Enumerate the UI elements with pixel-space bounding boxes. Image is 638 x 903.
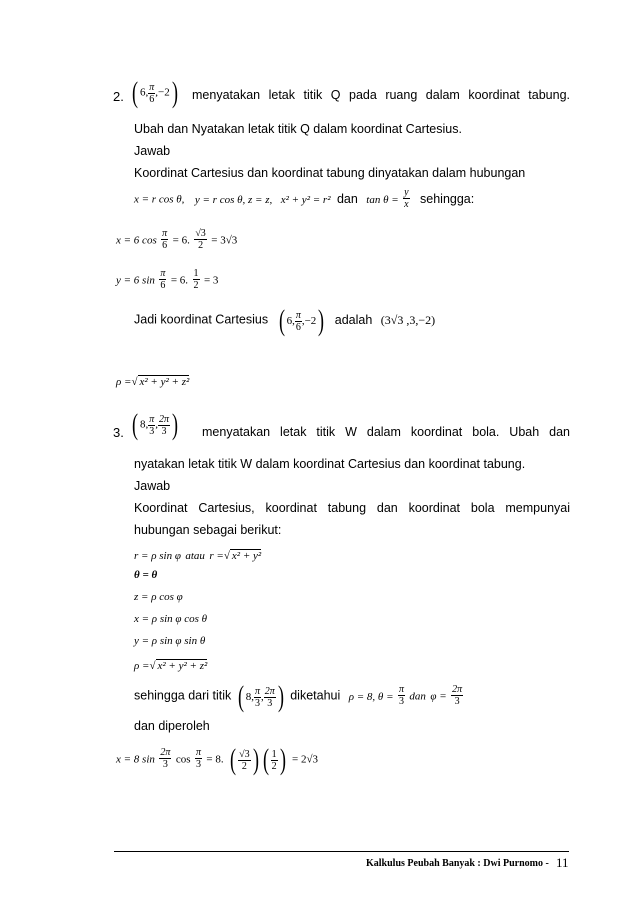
- footer-divider: [114, 851, 569, 852]
- relation-intro: Koordinat Cartesius dan koordinat tabung dinyatakan dalam hubungan: [134, 166, 526, 180]
- jawab-label-3: Jawab: [134, 479, 171, 493]
- footer-text: Kalkulus Peubah Banyak : Dwi Purnomo -: [366, 858, 549, 869]
- formula-x: x = ρ sin φ cos θ: [134, 613, 208, 625]
- problem-number-3: 3.: [113, 425, 124, 440]
- relation-formulas: x = r cos θ, y = r cos θ, z = z, x² + y² = r² dan tan θ = $\frac{y}{x}$ sehingga:: [134, 187, 475, 210]
- point-q: ( 6, $\frac{\pi}{6}$ ,−2): [132, 76, 178, 109]
- problem-number: 2.: [113, 89, 124, 104]
- calc-x: x = 6 cos $\frac{\pi}{6}$ = 6. $\frac{√3}{2}$ = 3√3: [116, 228, 238, 251]
- conclusion: Jadi koordinat Cartesius ( 6, $\frac{\pi}{6}$ ,−2) adalah (3√3 ,3,−2): [134, 304, 436, 337]
- relation-line-2: hubungan sebagai berikut:: [134, 523, 282, 537]
- instruction: Ubah dan Nyatakan letak titik Q dalam koordinat Cartesius.: [134, 122, 462, 136]
- final-calc-x: x = 8 sin $\frac{2\pi}{3}$ cos $\frac{\pi}{3}$ = 8. ( $\frac{√3}{2}$ ) ( $\frac{1}{2}$ ) = 2√3: [116, 743, 319, 776]
- rho-formula: ρ =√ x² + y² + z²: [116, 376, 190, 388]
- point-w: ( 8, $\frac{\pi}{3}$ , $\frac{2\pi}{3}$ ): [132, 408, 179, 441]
- formula-theta: θ = θ: [134, 569, 158, 581]
- problem-statement: menyatakan letak titik Q pada ruang dalam koordinat tabung.: [192, 88, 570, 102]
- formula-r: r = ρ sin φ atau r =√ x² + y²: [134, 550, 262, 562]
- diperoleh-label: dan diperoleh: [134, 719, 210, 733]
- formula-rho: ρ =√ x² + y² + z²: [134, 660, 208, 672]
- formula-z: z = ρ cos φ: [134, 591, 183, 603]
- calc-y: y = 6 sin $\frac{\pi}{6}$ = 6. $\frac{1}{2}$ = 3: [116, 268, 219, 291]
- page-number: 11: [556, 855, 569, 870]
- problem3-statement: menyatakan letak titik W dalam koordinat bola. Ubah dan: [202, 425, 570, 439]
- relation-line-1: Koordinat Cartesius, koordinat tabung dan koordinat bola mempunyai: [134, 501, 570, 515]
- problem3-statement2: nyatakan letak titik W dalam koordinat Cartesius dan koordinat tabung.: [134, 457, 526, 471]
- known-values: sehingga dari titik ( 8, $\frac{\pi}{3}$ , $\frac{2\pi}{3}$ ) diketahui ρ = 8, θ = $\frac{\pi}{3}$ dan φ = $\frac{2\pi}{3}$: [134, 680, 463, 713]
- jawab-label: Jawab: [134, 144, 171, 158]
- formula-y: y = ρ sin φ sin θ: [134, 635, 206, 647]
